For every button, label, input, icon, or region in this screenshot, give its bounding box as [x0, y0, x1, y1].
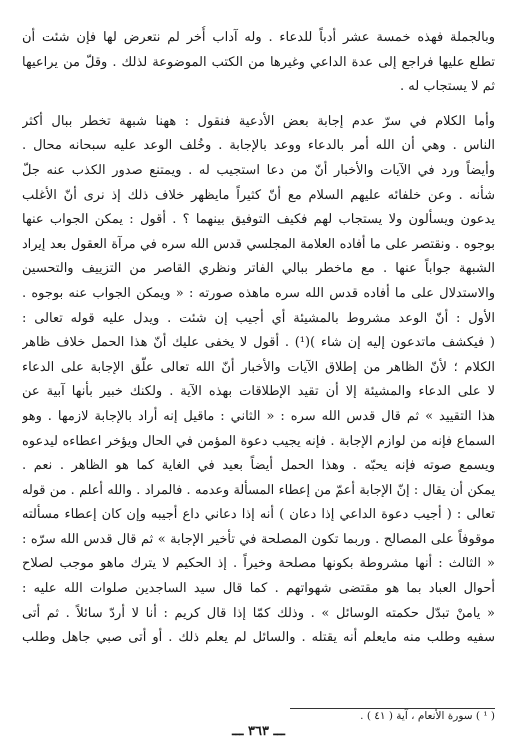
text-line: « يامنْ تبدّل حكمته الوسائل » . وذلك كمّا إذا قال كريم : أنا لا أردّ سائلاً . ثم أتى: [22, 605, 495, 621]
text-line: الكلام ؛ لأنّ الظاهر من إطلاق الآيات والأخبار أنّ الله تعالى علّق الإجابة على الدعاء: [22, 359, 495, 375]
text-line: يدعون ويسألون ولا يستجاب لهم فكيف التوفيق بينهما ؟ . أقول : يمكن الجواب عنها: [22, 212, 495, 228]
text-line: تطلع عليها فراجع إلى عدة الداعي وغيرها من الكتب الموضوعة لذلك . وقلّ من يراعيها: [22, 54, 495, 70]
text-line: ( فيكشف ماتدعون إليه إن شاء )(¹) . أقول لا يخفى عليك أنّ هذا الحمل خلاف ظاهر: [22, 335, 495, 351]
text-line: الناس . وهي أن الله أمر بالدعاء ووعد بالإجابة . وخُلف الوعد عليه سبحانه محال .: [22, 138, 495, 154]
page-number: [0, 724, 517, 739]
text-line: ويسمع صوته فإنه يحبّه . وهذا الحمل أيضاً بعيد في الغاية كما هو الظاهر . نعم .: [22, 458, 495, 474]
text-line: السماع فإنه من لوازم الإجابة . فإنه يجيب دعوة المؤمن في الحال ويؤخر اعطاءه ليدعوه: [22, 433, 495, 449]
page-number-text: ـــ ٣٦٣ ـــ: [232, 724, 285, 739]
text-line: موقوفاً على المصالح . وربما تكون المصلحة في تأخير الإجابة » ثم قال قدس الله سرّه :: [22, 531, 495, 547]
text-line: لا على الدعاء والمشيئة إلا أن تقيد الإطلاقات بهذه الآية . ولكنك خبير بأنها آبية عن: [22, 384, 495, 400]
text-line: الأول : أنّ الوعد مشروط بالمشيئة أي أجيب إن شئت . ويدل عليه قوله تعالى :: [22, 310, 495, 326]
text-line: يمكن أن يقال : إنّ الإجابة أعمّ من إعطاء المسألة وعدمه . فالمراد . والله أعلم . من قوله: [22, 482, 495, 498]
text-line: ثم لا يستجاب له .: [399, 79, 495, 95]
text-line: أحوال العباد بما هو مقتضى شهواتهم . كما قال سيد الساجدين صلوات الله عليه :: [22, 581, 495, 597]
paragraph-gap: [22, 100, 495, 110]
footnote: ( ¹ ) سورة الأنعام ، آية ( ٤١ ) .: [360, 710, 495, 722]
text-line: تعالى : ( أجيب دعوة الداعي إذا دعان ) أنه إذا دعاني داع أجيبه وإن كان إعطاء مسألته: [22, 507, 495, 523]
text-line: « الثالث : أنها مشروطة بكونها مصلحة وخيراً . إذ الحكيم لا يترك ماهو موجب لصلاح: [22, 556, 495, 572]
text-line: هذا التقييد » ثم قال قدس الله سره : « الثاني : ماقيل إنه أراد بالإجابة لازمها . وهو: [22, 408, 495, 424]
text-line: وبالجملة فهذه خمسة عشر أدباً للدعاء . وله آداب أُخر لم نتعرض لها فإن شئت أن: [22, 30, 495, 45]
text-line: وأيضاً ورد في الآيات والأخبار أنّ من دعا استجيب له . ويمتنع صدور الكذب عنه جلّ: [22, 162, 495, 178]
text-line: شأنه . وعن خلفائه عليهم السلام مع أنّ كثيراً مايظهر خلاف ذلك إذ نرى أنّ الأغلب: [22, 187, 495, 203]
page-body: [22, 26, 495, 651]
text-line: والاستدلال على ما أفاده قدس الله سره ماهذه صورته : « ويمكن الجواب عنه بوجوه .: [22, 285, 495, 301]
text-line: الشبهة جواباً عنها . مع ماخطر ببالي الفاتر ونظري القاصر من التزييف والتحسين: [22, 261, 495, 277]
text-line: وأما الكلام في سرّ عدم إجابة بعض الأدعية فنقول : ههنا شبهة تخطر ببال أكثر: [22, 113, 495, 129]
text-line: بوجوه . ونقتصر على ما أفاده العلامة المجلسي قدس الله سره في مرآة العقول بعد إيراد: [22, 236, 495, 252]
footnote-divider: [290, 708, 495, 709]
text-line: سفيه وطلب منه مايعلم أنه يقتله . والسائل لم يعلم ذلك . أو أتى صبي جاهل وطلب: [22, 630, 495, 646]
